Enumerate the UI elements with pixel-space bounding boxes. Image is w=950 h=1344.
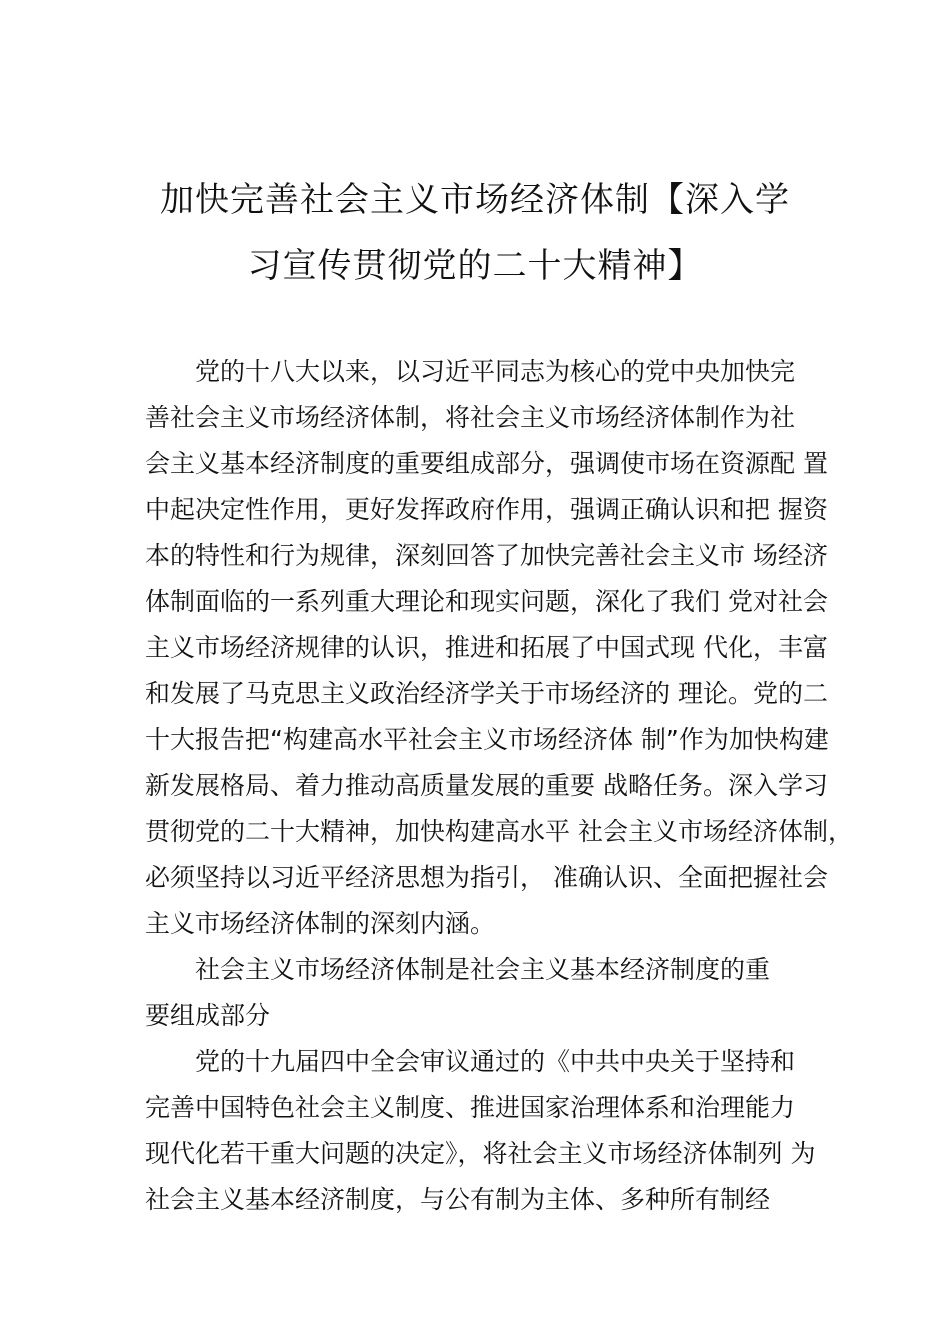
- document-title-line-1: 加快完善社会主义市场经济体制【深入学: [160, 180, 790, 220]
- body-text-line: 必须坚持以习近平经济思想为指引， 准确认识、全面把握社会: [145, 863, 828, 892]
- body-text-line: 主义市场经济体制的深刻内涵。: [145, 909, 496, 938]
- body-text-line: 善社会主义市场经济体制，将社会主义市场经济体制作为社: [145, 403, 796, 432]
- section-heading-line-1: 社会主义市场经济体制是社会主义基本经济制度的重: [195, 955, 771, 984]
- body-text-line: 和发展了马克思主义政治经济学关于市场经济的 理论。党的二: [145, 679, 828, 708]
- body-text-line: 中起决定性作用，更好发挥政府作用，强调正确认识和把 握资: [145, 495, 828, 524]
- body-text-line: 会主义基本经济制度的重要组成部分，强调使市场在资源配 置: [145, 449, 828, 478]
- body-text-line: 党的十九届四中全会审议通过的《中共中央关于坚持和: [195, 1047, 796, 1076]
- section-heading-line-2: 要组成部分: [145, 1001, 271, 1030]
- document-title-line-2: 习宣传贯彻党的二十大精神】: [247, 246, 703, 286]
- body-text-line: 贯彻党的二十大精神，加快构建高水平 社会主义市场经济体制，: [145, 817, 853, 846]
- body-text-line: 完善中国特色社会主义制度、推进国家治理体系和治理能力: [145, 1093, 796, 1122]
- body-text-line: 党的十八大以来，以习近平同志为核心的党中央加快完: [195, 357, 796, 386]
- body-text-line: 体制面临的一系列重大理论和现实问题，深化了我们 党对社会: [145, 587, 828, 616]
- body-text-line: 本的特性和行为规律，深刻回答了加快完善社会主义市 场经济: [145, 541, 828, 570]
- body-text-line: 十大报告把“构建高水平社会主义市场经济体 制”作为加快构建: [145, 725, 829, 754]
- body-text-line: 现代化若干重大问题的决定》，将社会主义市场经济体制列 为: [145, 1139, 816, 1168]
- body-text-line: 主义市场经济规律的认识，推进和拓展了中国式现 代化，丰富: [145, 633, 828, 662]
- body-text-line: 社会主义基本经济制度，与公有制为主体、多种所有制经: [145, 1185, 771, 1214]
- body-text-line: 新发展格局、着力推动高质量发展的重要 战略任务。深入学习: [145, 771, 828, 800]
